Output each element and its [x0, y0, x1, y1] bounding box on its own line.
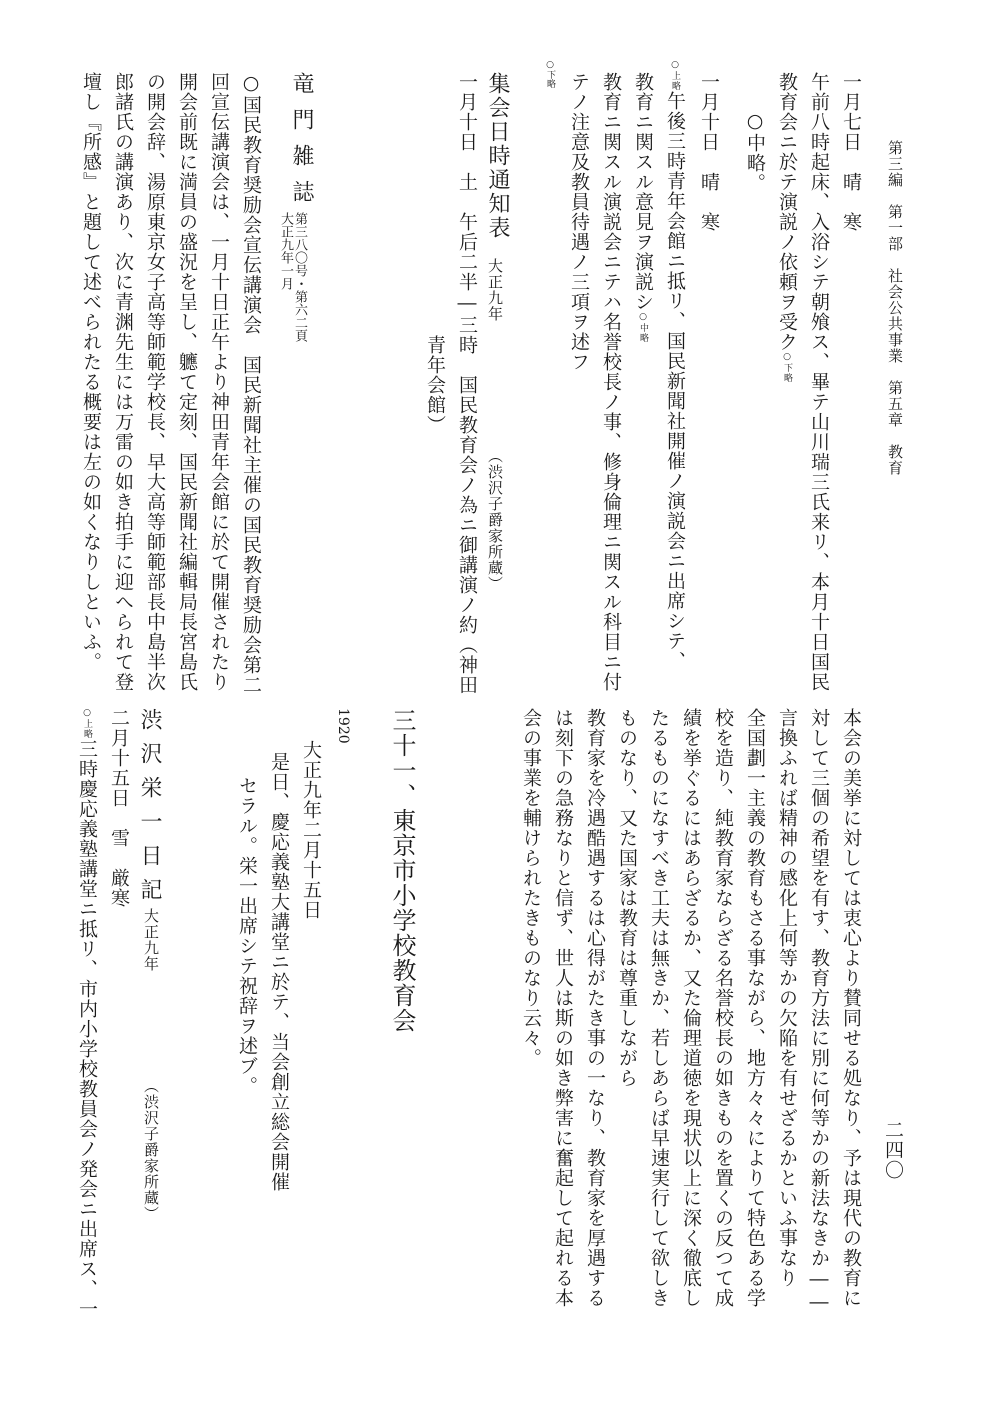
body-text: 三時慶応義塾講堂ニ抵リ、市内小学校教員会ノ発会ニ出席ス、一 [76, 739, 98, 1319]
magazine-issue: 第三八〇号・第六二頁 [292, 212, 307, 342]
diary-feb15-body-line [77, 708, 96, 1319]
magazine-body-line: 開会前既に満員の盛況を呈し、軈て定刻、国民新聞社編輯局長宮島氏 [176, 72, 198, 692]
speech-body-line: 校を造り、純教育家ならざる名誉校長の如きものを置くの反つて成 [712, 708, 734, 1308]
magazine-body-line: ○国民教育奨励会宣伝講演会 国民新聞社主催の国民教育奨励会第二 [240, 72, 262, 695]
speech-body-line: たるものになすべき工夫は無きか、若しあらば早速実行して欲しき [648, 708, 670, 1308]
diary-title: 渋沢栄一日記 [137, 708, 162, 912]
omission-note: ○上略 [82, 708, 92, 739]
speech-body-line: 言換ふれば精神の感化上何等かの欠陥を有せざるかといふ事なり [776, 708, 798, 1288]
section-title: 三十一、東京市小学校教育会 [388, 708, 416, 1033]
magazine-body-line: の開会辞、湯原東京女子高等師範学校長、早大高等師範部長中島半次 [144, 72, 166, 692]
diary-feb15-date: 二月十五日 雪 厳寒 [108, 708, 130, 908]
omission-note: ○下略 [782, 352, 792, 383]
diary-entry-jan10-body-line: 教育ニ関スル演説会ニテハ名誉校長ノ事、修身倫理ニ関スル科目ニ付 [600, 72, 622, 692]
running-title: 第三編 第一部 社会公共事業 第五章 教育 [886, 140, 904, 476]
body-text: 教育ニ関スル意見ヲ演説シ [632, 72, 654, 312]
magazine-date: 大正九年一月 [278, 212, 293, 290]
notice-source: （渋沢子爵家所蔵） [486, 448, 504, 592]
omission-note: ○下略 [545, 60, 555, 88]
speech-body-line: 会の事業を輔けられたきものなり云々。 [520, 708, 542, 1068]
notice-title: 集会日時通知表 [485, 72, 510, 240]
diary-era: 大正九年 [142, 908, 160, 972]
diary-entry-jan10-body-line [665, 60, 684, 671]
magazine-body-line: 郎諸氏の講演あり、次に青渊先生には万雷の如き拍手に迎へられて登 [112, 72, 134, 692]
diary-entry-jan7-body-line: 午前八時起床、入浴シテ朝飧ス、畢テ山川瑞三氏来リ、本月十日国民 [808, 72, 830, 692]
diary-entry-jan10-date: 一月十日 晴 寒 [698, 72, 720, 232]
speech-body-line: 対して三個の希望を有す、教育方法に別に何等かの新法なきか―― [808, 708, 830, 1314]
year-numeral: 1920 [335, 708, 351, 744]
speech-body-line: 績を挙ぐるにはあらざるか、又た倫理道徳を現状以上に深く徹底し [680, 708, 702, 1308]
magazine-title: 竜門雑誌 [289, 72, 314, 216]
diary-entry-jan7-body-line [777, 72, 796, 383]
diary-source: （渋沢子爵家所蔵） [142, 1078, 160, 1222]
magazine-body-line: 回宣伝講演会は、一月十日正午より神田青年会館に於て開催されたり [208, 72, 230, 692]
entry-body-line: 是日、慶応義塾大講堂ニ於テ、当会創立総会開催 [268, 752, 290, 1192]
speech-body-line: 教育家を冷遇酷遇するは心得がたき事の一なり、教育家を厚遇する [584, 708, 606, 1308]
diary-entry-jan10-body-line: テノ注意及教員待遇ノ三項ヲ述フ [568, 72, 590, 372]
omission-note: ○上略 [670, 60, 680, 91]
diary-entry-jan10-body-line [633, 72, 652, 343]
body-text: 教育会ニ於テ演説ノ依頼ヲ受ク [776, 72, 798, 352]
entry-body-line: セラル。栄一出席シテ祝辞ヲ述ブ。 [236, 776, 258, 1096]
notice-body-line: 青年会館） [424, 335, 446, 435]
diary-entry-jan7-date: 一月七日 晴 寒 [840, 72, 862, 232]
page-number: 二四〇 [882, 1120, 904, 1180]
speech-body-line: は刻下の急務なりと信ず、世人は斯の如き弊害に奮起して起れる本 [552, 708, 574, 1308]
omission-note: ○中略 [638, 312, 648, 343]
notice-era: 大正九年 [486, 258, 504, 322]
speech-body-line: ものなり、又た国家は教育は尊重しながら [616, 708, 638, 1088]
notice-body-line: 一月十日 土 午后二半―三時 国民教育会ノ為ニ御講演ノ約（神田 [456, 72, 478, 695]
speech-body-line: 全国劃一主義の教育もさる事ながら、地方々々によりて特色ある学 [744, 708, 766, 1308]
speech-body-line: 本会の美挙に対しては衷心より賛同せる処なり、予は現代の教育に [840, 708, 862, 1308]
magazine-body-line: 壇し『所感』と題して述べられたる概要は左の如くなりしといふ。 [80, 72, 102, 672]
entry-date: 大正九年二月十五日 [300, 740, 322, 920]
omission-note: ○中略。 [744, 110, 766, 193]
body-text: 午後三時青年会館ニ抵リ、国民新聞社開催ノ演説会ニ出席シテ、 [664, 91, 686, 671]
